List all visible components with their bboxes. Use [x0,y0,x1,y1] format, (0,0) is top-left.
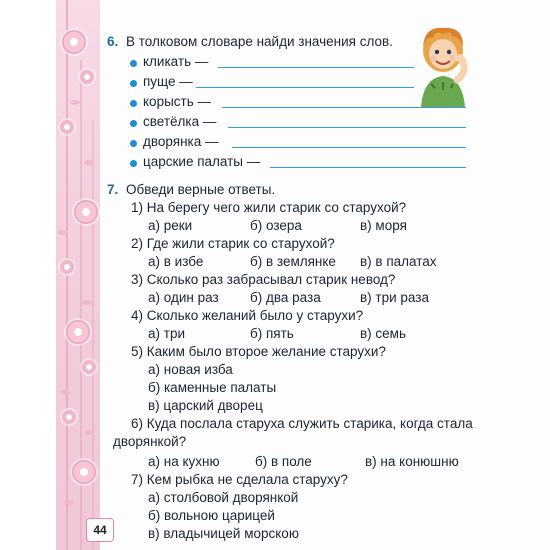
bullet-icon [130,160,137,167]
task-6-number: 6. [107,34,119,49]
answer-line[interactable] [232,147,466,148]
word-item: корысть — [143,94,211,109]
option[interactable]: а) три [148,326,185,341]
option[interactable]: в) три раза [360,290,429,305]
bullet-icon [130,140,137,147]
word-item: царские палаты — [143,154,261,169]
word-item: пуще — [143,74,193,89]
question-1: 1) На берегу чего жили старик со старухой? [131,200,407,215]
bullet-icon [130,60,137,67]
boy-illustration [413,22,473,108]
answer-line[interactable] [270,167,466,168]
option[interactable]: а) реки [148,218,193,233]
answer-line[interactable] [222,107,466,108]
option[interactable]: а) новая изба [148,362,233,377]
bullet-icon [130,120,137,127]
option[interactable]: а) один раз [148,290,219,305]
option[interactable]: в) семь [360,326,406,341]
option[interactable]: б) пять [250,326,294,341]
question-6: 6) Куда послала старуха служить старика, когда стала [131,416,473,431]
question-4: 4) Сколько желаний было у старухи? [131,308,364,323]
answer-line[interactable] [218,67,414,68]
option[interactable]: б) в поле [255,454,312,469]
bullet-icon [130,80,137,87]
word-item: кликать — [143,54,209,69]
option[interactable]: в) царский дворец [148,398,263,413]
bullet-icon [130,100,137,107]
task-7-prompt: Обведи верные ответы. [126,182,276,197]
question-6-continuation: дворянкой? [113,434,187,449]
option[interactable]: а) в избе [148,254,204,269]
option[interactable]: б) каменные палаты [148,380,277,395]
option[interactable]: а) на кухню [148,454,220,469]
question-5: 5) Каким было второе желание старухи? [131,344,386,359]
option[interactable]: б) вольною царицей [148,508,275,523]
question-7: 7) Кем рыбка не сделала старуху? [131,472,348,487]
question-2: 2) Где жили старик со старухой? [131,236,335,251]
option[interactable]: в) моря [360,218,407,233]
option[interactable]: в) владычицей морскою [148,526,299,541]
option[interactable]: в) в палатах [360,254,437,269]
option[interactable]: б) озера [250,218,302,233]
answer-line[interactable] [196,87,414,88]
option[interactable]: б) два раза [250,290,321,305]
option[interactable]: а) столбовой дворянкой [148,490,299,505]
question-3: 3) Сколько раз забрасывал старик невод? [131,272,396,287]
task-7-number: 7. [107,182,119,197]
answer-line[interactable] [228,127,466,128]
page-number: 44 [86,518,114,542]
word-item: дворянка — [143,134,219,149]
option[interactable]: в) на конюшню [365,454,459,469]
word-item: светёлка — [143,114,217,129]
task-6-prompt: В толковом словаре найди значения слов. [126,34,393,49]
decorative-floral-strip [56,0,100,550]
option[interactable]: б) в землянке [250,254,336,269]
